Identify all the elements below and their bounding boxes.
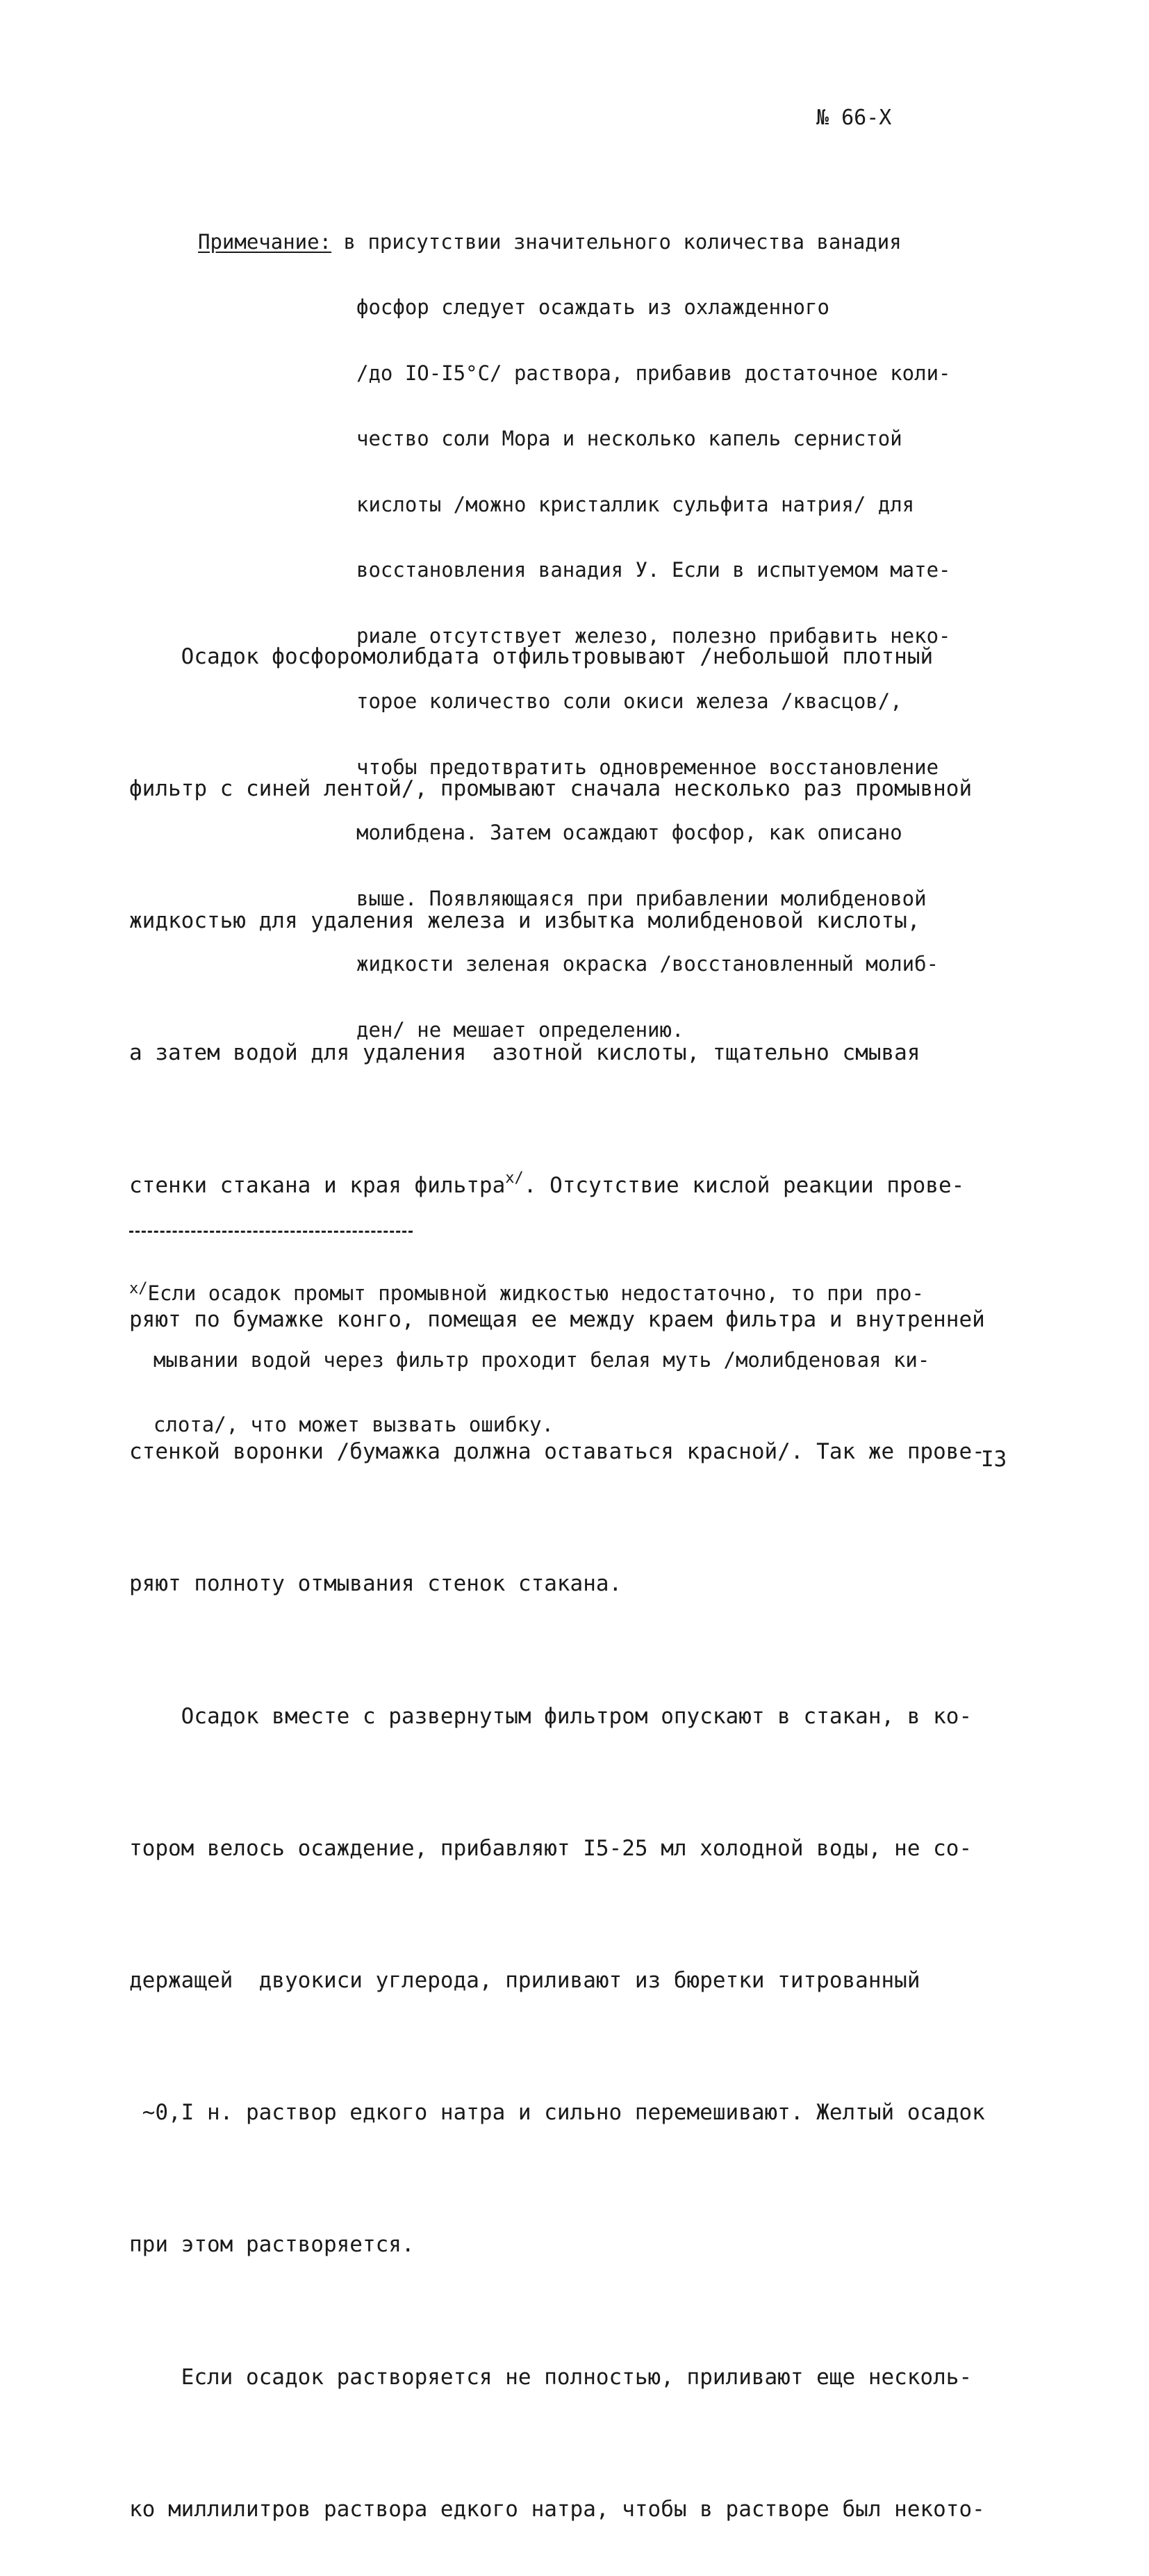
paragraph-line: Если осадок растворяется не полностью, приливают еще несколь- <box>129 2364 973 2390</box>
paragraph-line: фильтр с синей лентой/, промывают сначала несколько раз промывной <box>129 776 973 802</box>
note-label: Примечание: <box>198 230 332 254</box>
footnote-text: Если осадок промыт промывной жидкостью недостаточно, то при про- <box>147 1281 924 1305</box>
paragraph-line: при этом растворяется. <box>129 2232 415 2258</box>
paragraph-line: держащей двуокиси углерода, приливают из бюретки титрованный <box>129 1968 920 1993</box>
note-line: /до IO-I5°С/ раствора, прибавив достаточное коли- <box>356 361 951 385</box>
note-line: выше. Появляющаяся при прибавлении молибденовой <box>356 886 927 910</box>
paragraph-line: Осадок вместе с развернутым фильтром опускают в стакан, в ко- <box>129 1703 973 1729</box>
main-text <box>129 547 985 2576</box>
line-text: стенки стакана и края фильтра <box>129 1172 506 1198</box>
footnote-mark: х/ <box>129 1280 148 1297</box>
footnote-line <box>129 1349 929 1371</box>
note-line: торое количество соли окиси железа /квасцов/, <box>356 689 902 713</box>
paragraph-line: ~0,I н. раствор едкого натра и сильно перемешивают. Желтый осадок <box>129 2100 985 2126</box>
note-line: жидкости зеленая окраска /восстановленный молиб- <box>356 952 939 976</box>
footnote-reference: х/ <box>505 1169 524 1187</box>
paragraph-line: стенкой воронки /бумажка должна оставаться красной/. Так же прове- <box>129 1439 985 1465</box>
paragraph-line: ряют полноту отмывания стенок стакана. <box>129 1571 622 1597</box>
line-text: . Отсутствие кислой реакции прове- <box>523 1172 965 1198</box>
note-line: молибдена. Затем осаждают фосфор, как описано <box>356 821 902 844</box>
paragraph-line: Осадок фосфоромолибдата отфильтровывают /небольшой плотный <box>129 643 934 669</box>
paragraph-line: ко миллилитров раствора едкого натра, чтобы в растворе был некото- <box>129 2496 985 2522</box>
paragraph-line: ряют по бумажке конго, помещая ее между краем фильтра и внутренней <box>129 1306 985 1332</box>
note-line: фосфор следует осаждать из охлажденного <box>356 295 829 319</box>
footnote-line <box>129 1280 929 1306</box>
note-line: ден/ не мешает определению. <box>356 1017 684 1042</box>
footnote-text: мывании водой через фильтр проходит белая муть /молибденовая ки- <box>153 1348 930 1372</box>
footnote <box>129 1240 929 1457</box>
note-line: восстановления ванадия У. Если в испытуемом мате- <box>356 558 951 582</box>
note-first-line <box>198 231 902 253</box>
footnote-line <box>129 1414 929 1436</box>
footnote-divider <box>129 1231 413 1233</box>
paragraph-line: жидкостью для удаления железа и избытка молибденовой кислоты, <box>129 908 920 934</box>
note-line: риале отсутствует железо, полезно прибавить неко- <box>356 623 951 648</box>
note-line: кислоты /можно кристаллик сульфита натрия/ для <box>356 492 915 516</box>
note-line: чество соли Мора и несколько капель сернистой <box>356 427 902 450</box>
note-line: чтобы предотвратить одновременное восстановление <box>356 755 939 779</box>
page-number: I3 <box>981 1447 1007 1472</box>
paragraph-line: а затем водой для удаления азотной кислоты, тщательно смывая <box>129 1040 920 1066</box>
note-first-line-text: в присутствии значительного количества ванадия <box>343 230 902 254</box>
paragraph-line <box>129 1164 985 1210</box>
document-number: № 66-Х <box>816 106 892 130</box>
paragraph-line: тором велось осаждение, прибавляют I5-25 мл холодной воды, не со- <box>129 1835 973 1861</box>
footnote-text: слота/, что может вызвать ошибку. <box>153 1413 554 1436</box>
